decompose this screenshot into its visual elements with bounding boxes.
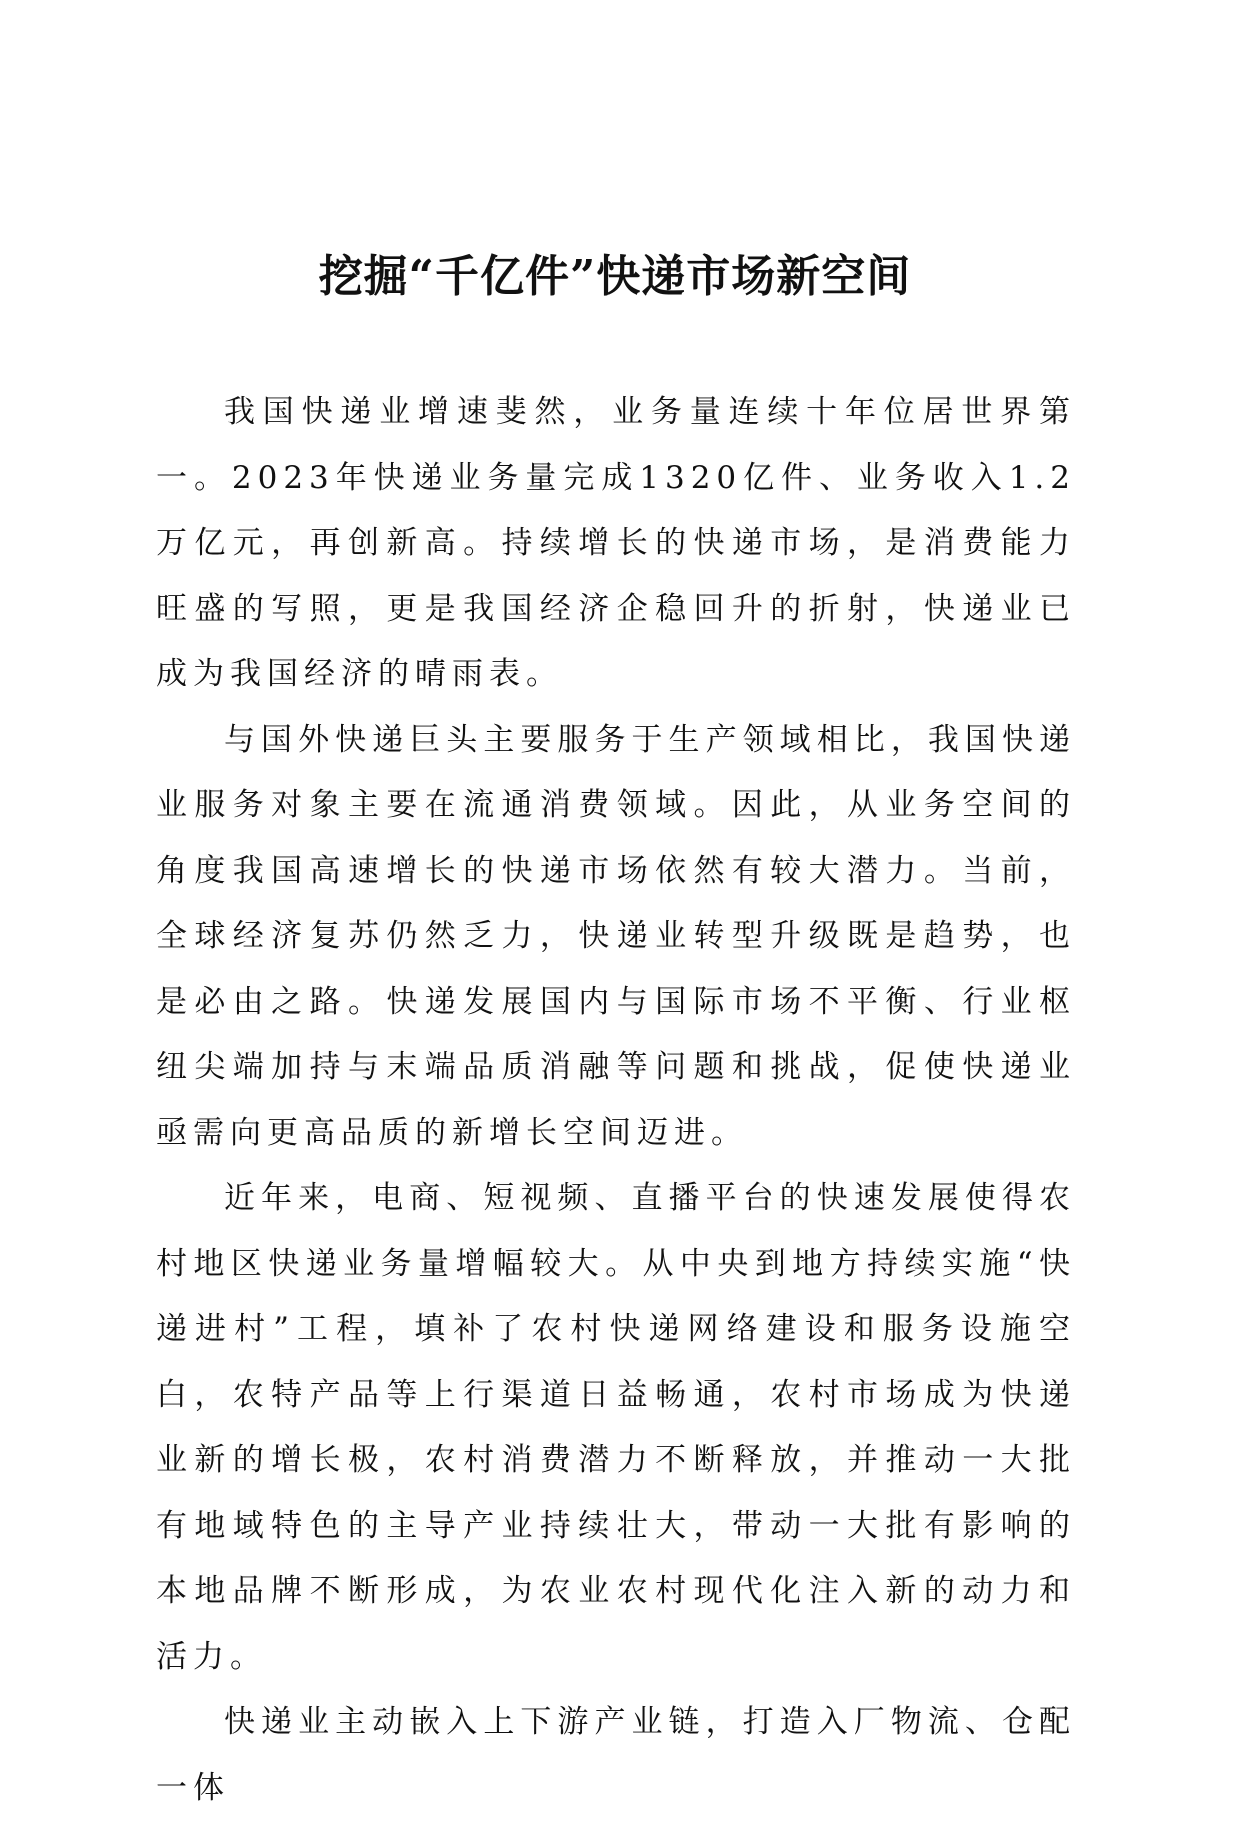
document-title: 挖掘“千亿件”快递市场新空间 [318, 251, 912, 302]
paragraph-3: 近年来，电商、短视频、直播平台的快速发展使得农村地区快递业务量增幅较大。从中央到地方持续实施“快递进村”工程，填补了农村快递网络建设和服务设施空白，农特产品等上行渠道日益畅通，农村市场成为快递业新的增长极，农村消费潜力不断释放，并推动一大批有地域特色的主导产业持续壮大，带动一大批有影响的本地品牌不断形成，为农业农村现代化注入新的动力和活力。 [156, 1180, 1076, 1675]
paragraph-4: 快递业主动嵌入上下游产业链，打造入厂物流、仓配一体 [156, 1704, 1076, 1806]
paragraph-1: 我国快递业增速斐然，业务量连续十年位居世界第一。2023年快递业务量完成1320亿件、业务收入1.2万亿元，再创新高。持续增长的快递市场，是消费能力旺盛的写照，更是我国经济企稳回升的折射，快递业已成为我国经济的晴雨表。 [156, 394, 1076, 692]
paragraph-2: 与国外快递巨头主要服务于生产领域相比，我国快递业服务对象主要在流通消费领域。因此，从业务空间的角度我国高速增长的快递市场依然有较大潜力。当前，全球经济复苏仍然乏力，快递业转型升级既是趋势，也是必由之路。快递发展国内与国际市场不平衡、行业枢纽尖端加持与末端品质消融等问题和挑战，促使快递业亟需向更高品质的新增长空间迈进。 [156, 721, 1076, 1151]
document-body [156, 380, 1076, 1821]
